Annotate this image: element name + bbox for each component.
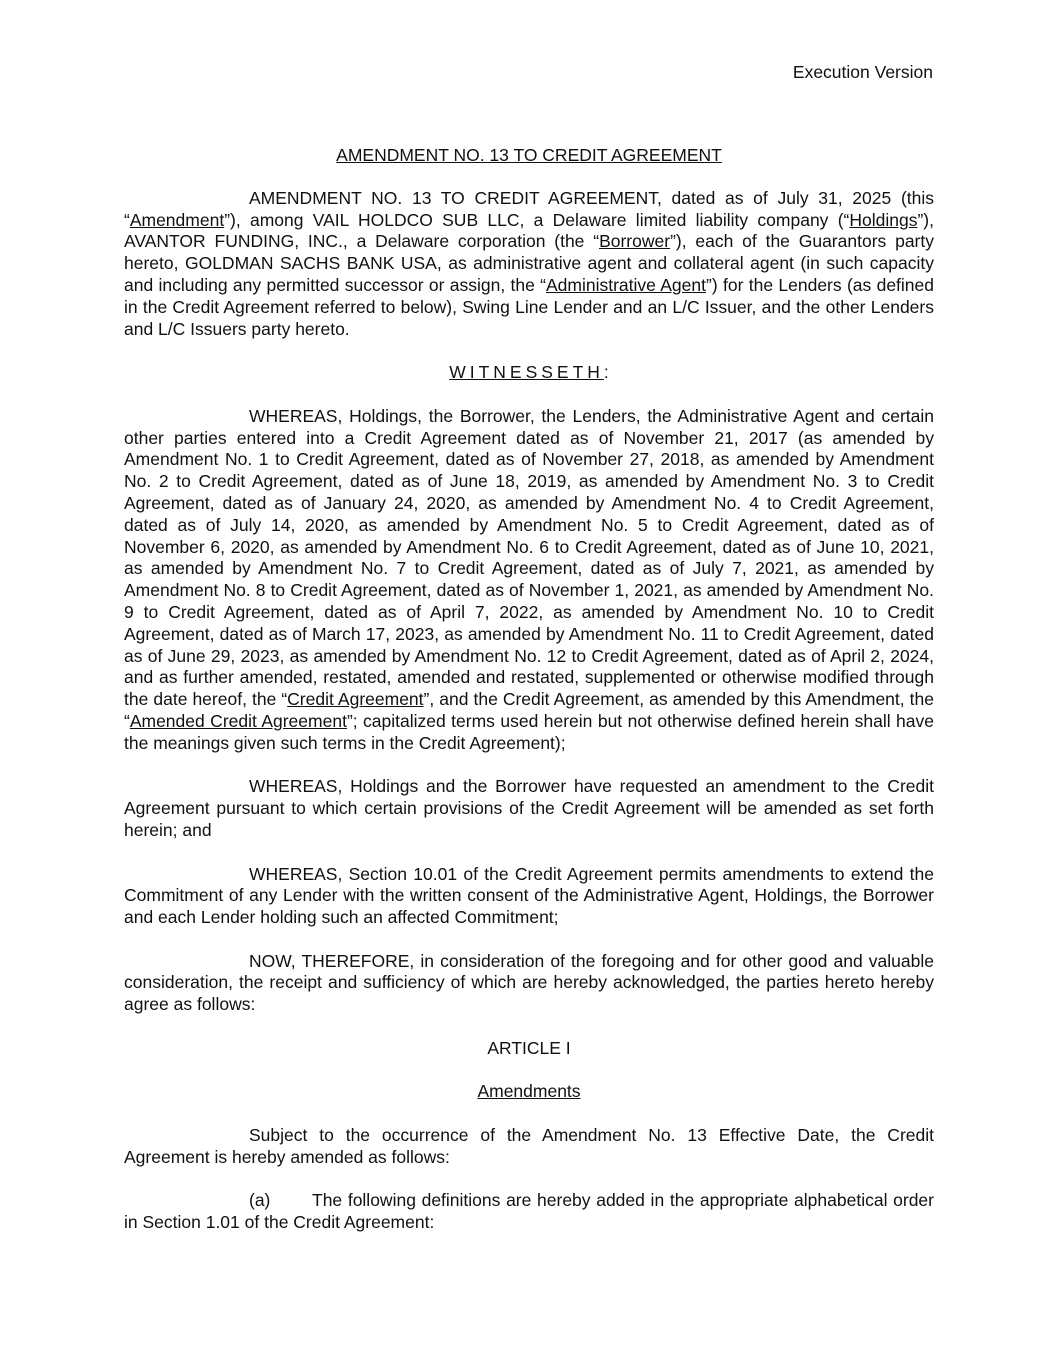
article-subheading: Amendments bbox=[477, 1081, 581, 1102]
article-intro-paragraph: Subject to the occurrence of the Amendment No. 13 Effective Date, the Credit Agreement is hereby amended as follows: bbox=[124, 1125, 934, 1167]
item-a-label: (a) bbox=[249, 1190, 271, 1211]
whereas-paragraph-1: WHEREAS, Holdings, the Borrower, the Lenders, the Administrative Agent and certain other parties entered into a Credit Agreement dated as of November 21, 2017 (as amended by Amendment No. 1 to Credit Agreement, dated as of November 27, 2018, as amended by Amendment No. 2 to Credit Agreement, dated as of June 18, 2019, as amended by Amendment No. 3 to Credit Agreement, dated as of January 24, 2020, as amended by Amendment No. 4 to Credit Agreement, dated as of July 14, 2020, as amended by Amendment No. 5 to Credit Agreement, dated as of November 6, 2020, as amended by Amendment No. 6 to Credit Agreement, dated as of June 10, 2021, as amended by Amendment No. 7 to Credit Agreement, dated as of July 7, 2021, as amended by Amendment No. 8 to Credit Agreement, dated as of November 1, 2021, as amended by Amendment No. 9 to Credit Agreement, dated as of April 7, 2022, as amended by Amendment No. 10 to Credit Agreement, dated as of March 17, 2023, as amended by Amendment No. 11 to Credit Agreement, dated as of June 29, 2023, as amended by Amendment No. 12 to Credit Agreement, dated as of April 2, 2024, and as further amended, restated, amended and restated, supplemented or otherwise modified through the date hereof, the “Credit Agreement”, and the Credit Agreement, as amended by this Amendment, the “Amended Credit Agreement”; capitalized terms used herein but not otherwise defined herein shall have the meanings given such terms in the Credit Agreement); bbox=[124, 405, 935, 753]
whereas-paragraph-3: WHEREAS, Section 10.01 of the Credit Agreement permits amendments to extend the Commitment of any Lender with the written consent of the Administrative Agent, Holdings, the Borrower and each Lender holding such an affected Commitment; bbox=[124, 863, 934, 928]
whereas-paragraph-2: WHEREAS, Holdings and the Borrower have requested an amendment to the Credit Agreement pursuant to which certain provisions of the Credit Agreement will be amended as set forth herein; and bbox=[124, 776, 934, 840]
item-a-paragraph bbox=[124, 1190, 934, 1234]
article-heading: ARTICLE I bbox=[487, 1037, 571, 1058]
defined-term-holdings: Holdings bbox=[849, 209, 918, 230]
item-a-text: The following definitions are hereby added in the appropriate alphabetical order in Section 1.01 of the Credit Agreement: bbox=[124, 1190, 934, 1233]
execution-version-label: Execution Version bbox=[792, 62, 933, 82]
defined-term-amended-credit-agreement: Amended Credit Agreement bbox=[129, 710, 347, 731]
defined-term-borrower: Borrower bbox=[599, 231, 671, 252]
intro-paragraph: AMENDMENT NO. 13 TO CREDIT AGREEMENT, dated as of July 31, 2025 (this “Amendment”), among VAIL HOLDCO SUB LLC, a Delaware limited liability company (“Holdings”), AVANTOR FUNDING, INC., a Delaware corporation (the “Borrower”), each of the Guarantors party hereto, GOLDMAN SACHS BANK USA, as administrative agent and collateral agent (in such capacity and including any permitted successor or assign, the “Administrative Agent”) for the Lenders (as defined in the Credit Agreement referred to below), Swing Line Lender and an L/C Issuer, and the other Lenders and L/C Issuers party hereto. bbox=[124, 187, 935, 339]
defined-term-amendment: Amendment bbox=[129, 209, 225, 230]
defined-term-administrative-agent: Administrative Agent bbox=[546, 274, 706, 295]
now-therefore-paragraph: NOW, THEREFORE, in consideration of the foregoing and for other good and valuable consideration, the receipt and sufficiency of which are hereby acknowledged, the parties hereto hereby agree as follows: bbox=[124, 950, 934, 1015]
defined-term-credit-agreement: Credit Agreement bbox=[287, 689, 424, 710]
witnesseth-heading: WITNESSETH: bbox=[449, 362, 609, 383]
document-title: AMENDMENT NO. 13 TO CREDIT AGREEMENT bbox=[336, 145, 722, 165]
document-body bbox=[124, 145, 934, 1256]
